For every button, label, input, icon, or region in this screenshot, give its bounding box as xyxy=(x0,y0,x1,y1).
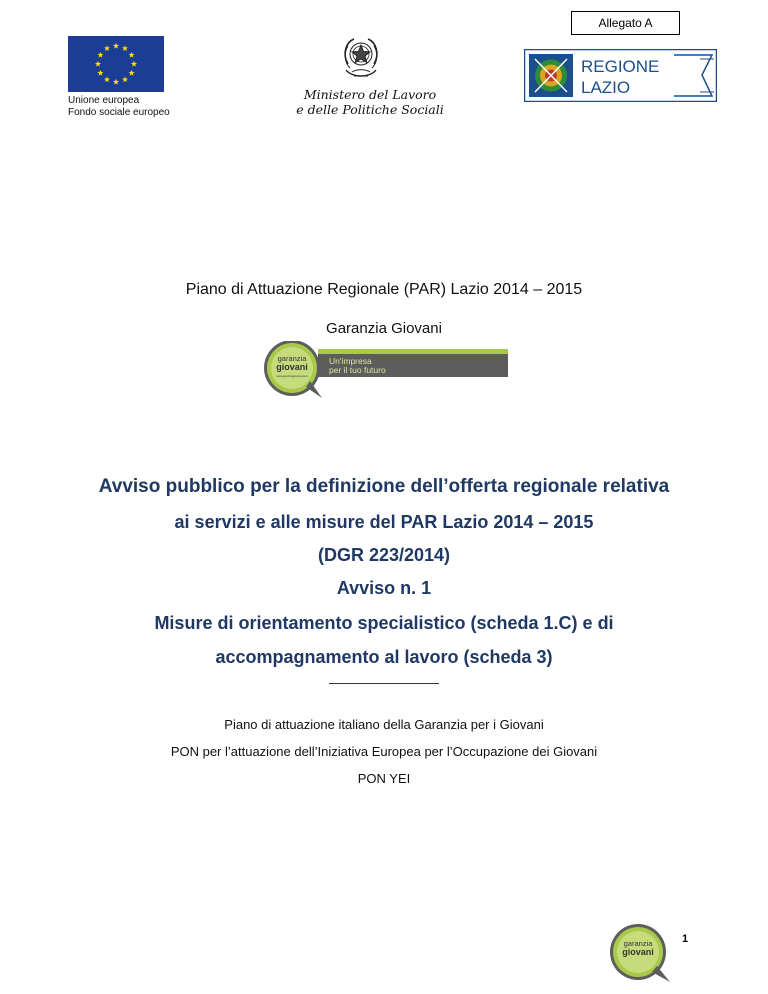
badge-line1: garanzia xyxy=(277,354,307,363)
divider xyxy=(329,683,439,684)
heading-line-6: accompagnamento al lavoro (scheda 3) xyxy=(215,647,553,667)
allegato-label: Allegato A xyxy=(571,11,680,35)
plan-title: Piano di Attuazione Regionale (PAR) Lazio 2014 – 2015 xyxy=(185,281,583,298)
eu-caption xyxy=(68,95,170,119)
subtitle-line-1: Piano di attuazione italiano della Garanzia per i Giovani xyxy=(224,717,544,732)
heading-line-5: Misure di orientamento specialistico (scheda 1.C) e di xyxy=(154,613,614,633)
badge-line3: www.garanziagiovani.gov.it xyxy=(276,375,308,378)
footer-badge-line1: garanzia xyxy=(623,939,653,948)
tagline-line2: per il tuo futuro xyxy=(329,365,386,375)
regione-line1: REGIONE xyxy=(581,57,660,76)
tagline-line1: Un'impresa xyxy=(329,356,372,366)
ministry-name-line1: Ministero del Lavoro xyxy=(303,87,437,102)
heading-line-4: Avviso n. 1 xyxy=(336,578,432,598)
heading-line-1: Avviso pubblico per la definizione dell’offerta regionale relativa xyxy=(98,476,670,497)
regione-lazio-logo xyxy=(524,49,717,102)
footer-garanzia-giovani-icon xyxy=(600,922,680,982)
garanzia-giovani-banner xyxy=(260,341,508,398)
regione-line2: LAZIO xyxy=(581,78,631,97)
eu-flag-icon xyxy=(68,36,164,92)
heading-line-2: ai servizi e alle misure del PAR Lazio 2014 – 2015 xyxy=(174,512,594,532)
subtitle-line-2: PON per l’attuazione dell’Iniziativa Europea per l’Occupazione dei Giovani xyxy=(170,744,598,759)
eu-caption-line1: Unione europea xyxy=(68,95,140,106)
italian-emblem-icon xyxy=(340,34,382,86)
subtitle-line-3: PON YEI xyxy=(357,771,411,786)
ministry-name xyxy=(290,87,450,117)
ministry-name-line2: e delle Politiche Sociali xyxy=(296,102,444,117)
eu-caption-line2: Fondo sociale europeo xyxy=(68,107,170,118)
lazio-crest-icon xyxy=(529,54,573,97)
page-number: 1 xyxy=(682,933,689,945)
heading-line-3: (DGR 223/2014) xyxy=(317,545,451,565)
badge-line2: giovani xyxy=(276,362,308,372)
footer-badge-line2: giovani xyxy=(622,947,654,957)
program-name: Garanzia Giovani xyxy=(326,320,442,337)
